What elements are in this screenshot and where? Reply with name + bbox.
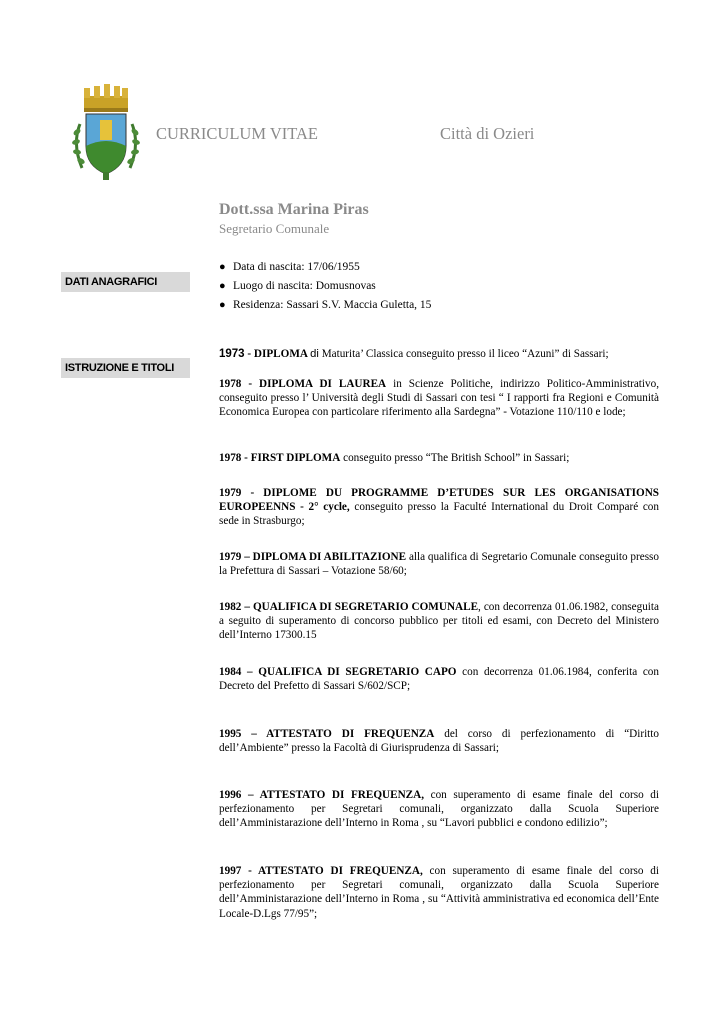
education-entry: 1984 – QUALIFICA DI SEGRETARIO CAPO con decorrenza 01.06.1984, conferita con Decreto del Prefetto di Sassari S/602/SCP;: [219, 666, 659, 693]
education-entry: 1982 – QUALIFICA DI SEGRETARIO COMUNALE, con decorrenza 01.06.1982, conseguita a seguito di superamento di concorso pubblico per titoli ed esami, con Decreto del Ministero dell’Interno 17300.15: [219, 601, 659, 642]
education-entry: 1978 - FIRST DIPLOMA conseguito presso “The British School” in Sassari;: [219, 452, 570, 464]
coat-of-arms-icon: [70, 84, 142, 180]
education-entry: 1995 – ATTESTATO DI FREQUENZA del corso di perfezionamento di “Diritto dell’Ambiente” presso la Facoltà di Giurisprudenza di Sassari;: [219, 728, 659, 755]
education-entry: 1979 – DIPLOMA DI ABILITAZIONE alla qualifica di Segretario Comunale conseguito presso la Prefettura di Sassari – Votazione 58/60;: [219, 551, 659, 578]
education-entry: 1996 – ATTESTATO DI FREQUENZA, con superamento di esame finale del corso di perfezionamento per Segretari comunali, organizzato dalla Scuola Superiore dell’Amministarazione dell’Interno in Roma , su “Lavori pubblici e condono edilizio”;: [219, 789, 659, 830]
list-item: ● Luogo di nascita: Domusnovas: [219, 277, 431, 296]
education-entry: 1979 - DIPLOME DU PROGRAMME D’ETUDES SUR LES ORGANISATIONS EUROPEENNS - 2° cycle, conseguito presso la Faculté International du Droit Comparé con sede in Strasburgo;: [219, 487, 659, 528]
person-role: Segretario Comunale: [219, 221, 330, 236]
person-name: Dott.ssa Marina Piras: [219, 201, 369, 218]
education-entry: 1978 - DIPLOMA DI LAUREA in Scienze Politiche, indirizzo Politico-Amministrativo, conseguito presso l’ Università degli Studi di Sassari con tesi “ I rapporti fra Regioni e Comunità Economica Europea con particolare riferimento alla Sardegna” - Votazione 110/110 e lode;: [219, 378, 659, 419]
section-label-dati-anagrafici: DATI ANAGRAFICI: [61, 272, 190, 292]
education-entry: 1997 - ATTESTATO DI FREQUENZA, con superamento di esame finale del corso di perfezionamento per Segretari comunali, organizzato dalla Scuola Superiore dell’Amministarazione dell’Interno in Roma , su “Attività amministrativa ed economica dell’Ente Locale-D.Lgs 77/95”;: [219, 865, 659, 920]
bullet-icon: ●: [219, 299, 226, 311]
section-label-istruzione-titoli: ISTRUZIONE E TITOLI: [61, 358, 190, 378]
city-name: Città di Ozieri: [440, 124, 535, 143]
list-item: ● Data di nascita: 17/06/1955: [219, 258, 431, 277]
bullet-icon: ●: [219, 280, 226, 292]
bullet-icon: ●: [219, 261, 226, 273]
personal-details-list: [219, 258, 431, 315]
education-entry: 1973 - DIPLOMA di Maturita’ Classica conseguito presso il liceo “Azuni” di Sassari;: [219, 348, 609, 360]
list-item: ● Residenza: Sassari S.V. Maccia Guletta, 15: [219, 296, 431, 315]
document-title: CURRICULUM VITAE: [156, 124, 319, 143]
